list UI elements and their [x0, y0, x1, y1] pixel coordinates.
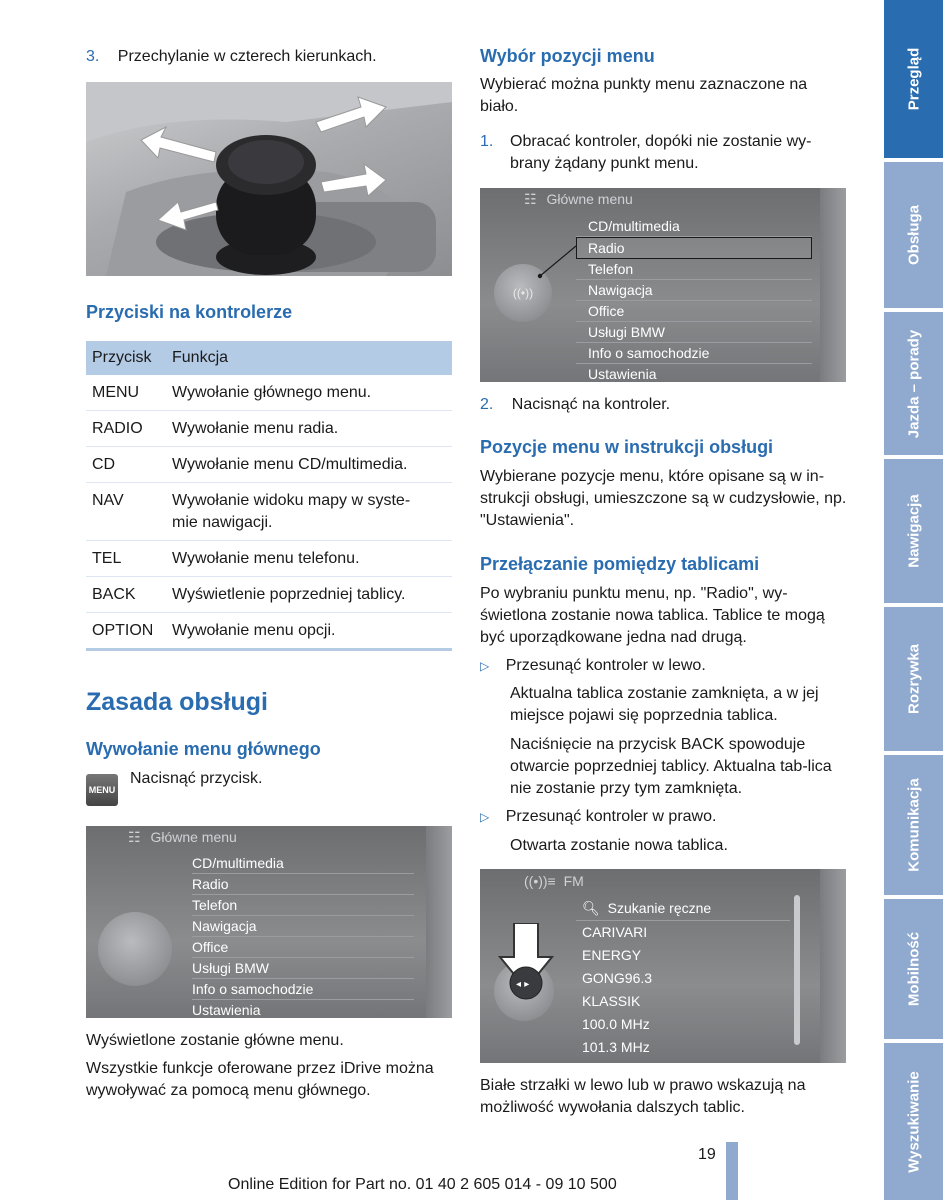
menu-item-selected: Radio [576, 237, 812, 259]
screen-header [128, 829, 237, 846]
menu-key-icon: MENU [86, 774, 118, 806]
search-icon: 🔍︎ [582, 900, 600, 916]
station-item: 100.0 MHz [582, 1016, 650, 1032]
menu-item: Nawigacja [576, 280, 812, 301]
station-item: CARIVARI [582, 924, 648, 940]
switch-text: Po wybraniu punktu menu, np. "Radio", wy-świetlona zostanie nowa tablica. Tablice te mogą być uporządkowane jedna nad drugą. [480, 585, 825, 646]
table-cell-key: CD [86, 447, 166, 483]
table-cell-key: RADIO [86, 411, 166, 447]
menu-item: Telefon [576, 259, 812, 280]
menu-item: CD/multimedia [576, 216, 812, 237]
tab-rozrywka[interactable] [884, 607, 943, 751]
fm-screen [480, 869, 846, 1063]
menu-item: Office [192, 937, 414, 958]
menu-item: Usługi BMW [576, 322, 812, 343]
page-number: 19 [698, 1146, 716, 1163]
controller-illustration [86, 82, 452, 276]
table-row [86, 483, 452, 541]
table-cell-value: Wywołanie widoku mapy w syste- mie nawigacji. [166, 483, 452, 541]
tab-label: Mobilność [905, 931, 922, 1007]
step-number: 1. [480, 133, 494, 150]
station-item: ENERGY [582, 947, 642, 963]
bullet-triangle-icon: ▷ [480, 659, 490, 673]
col-header-button: Przycisk [86, 341, 166, 375]
tab-label: Wyszukiwanie [905, 1070, 922, 1173]
bullet-text: Przesunąć kontroler w lewo. [505, 657, 706, 674]
controller-photo [86, 82, 452, 276]
menu-item: CD/multimedia [192, 853, 414, 874]
menu-item: Ustawienia [588, 366, 657, 382]
menu-item: Office [576, 301, 812, 322]
controller-knob-icon [98, 912, 172, 986]
arrows-text: Białe strzałki w lewo lub w prawo wskazują na możliwość wywołania dalszych tablic. [480, 1077, 806, 1116]
step-number: 3. [86, 48, 100, 65]
menu-call-heading: Wywołanie menu głównego [86, 739, 321, 759]
select-text: Wybierać można punkty menu zaznaczone na biało. [480, 76, 808, 115]
menu-list [192, 853, 414, 1018]
step-2 [480, 394, 670, 416]
tab-obsluga[interactable] [884, 162, 943, 308]
white-arrow-down-icon [498, 923, 554, 1003]
menu-list-icon: ☷ [524, 191, 537, 207]
step-text: Obracać kontroler, dopóki nie zostanie wy-brany żądany punkt menu. [510, 133, 812, 172]
table-row [86, 613, 452, 650]
radio-signal-icon: ((•))≡ [524, 873, 556, 889]
tab-label: Jazda – porady [905, 329, 922, 438]
buttons-table [86, 341, 452, 651]
selection-screen [480, 188, 846, 382]
page-marker [726, 1142, 738, 1200]
table-row [86, 411, 452, 447]
table-cell-key: BACK [86, 577, 166, 613]
menu-item: Radio [192, 874, 414, 895]
screen-header [524, 873, 584, 889]
tab-mobilnosc[interactable] [884, 899, 943, 1039]
table-row [86, 375, 452, 411]
station-list [576, 896, 790, 1059]
bullet-1-paragraph-2: Naciśnięcie na przycisk BACK spowoduje otwarcie poprzedniej tablicy. Aktualna tab-lica nie zostanie przy tym zamknięta. [510, 736, 832, 797]
station-item: 101.3 MHz [582, 1039, 650, 1055]
station-item: GONG96.3 [582, 970, 653, 986]
table-cell-value: Wywołanie menu radia. [166, 411, 452, 447]
tab-nawigacja[interactable] [884, 459, 943, 603]
screen-edge [820, 869, 846, 1063]
select-heading: Wybór pozycji menu [480, 46, 655, 66]
screen-header-label: FM [563, 873, 584, 889]
search-label: Szukanie ręczne [607, 900, 712, 916]
bullet-triangle-icon: ▷ [480, 810, 490, 824]
menu-item: Telefon [192, 895, 414, 916]
search-row [576, 896, 790, 921]
menu-item: Info o samochodzie [192, 979, 414, 1000]
table-cell-value: Wywołanie menu telefonu. [166, 541, 452, 577]
menu-item: Ustawienia [192, 1002, 261, 1018]
bullet-1 [480, 655, 706, 677]
bullet-2-paragraph: Otwarta zostanie nowa tablica. [510, 837, 728, 854]
table-row [86, 447, 452, 483]
table-cell-key: TEL [86, 541, 166, 577]
screen-header-label: Główne menu [150, 829, 237, 845]
station-item: KLASSIK [582, 993, 641, 1009]
step-text: Nacisnąć na kontroler. [511, 396, 671, 413]
buttons-heading: Przyciski na kontrolerze [86, 302, 293, 322]
table-row [86, 577, 452, 613]
menu-item: Nawigacja [192, 916, 414, 937]
positions-heading: Pozycje menu w instrukcji obsługi [480, 437, 774, 457]
tab-komunikacja[interactable] [884, 755, 943, 895]
radio-signal-icon: ((•)) [512, 286, 534, 300]
main-menu-screen [86, 826, 452, 1018]
table-cell-value: Wywołanie menu opcji. [166, 613, 452, 650]
step-3 [86, 46, 377, 68]
col-header-function: Funkcja [166, 341, 452, 375]
bullet-text: Przesunąć kontroler w prawo. [505, 808, 717, 825]
menu-item: Usługi BMW [192, 958, 414, 979]
table-cell-key: MENU [86, 375, 166, 411]
shown-text: Wyświetlone zostanie główne menu. [86, 1032, 344, 1049]
screen-edge [426, 826, 452, 1018]
buttons-table-container [86, 341, 452, 651]
svg-text:◂ ▸: ◂ ▸ [516, 979, 530, 990]
tab-jazda-porady[interactable] [884, 312, 943, 455]
tab-wyszukiwanie[interactable] [884, 1043, 943, 1200]
menu-item: Info o samochodzie [576, 343, 812, 364]
edition-text: Online Edition for Part no. 01 40 2 605 014 - 09 10 500 [228, 1176, 617, 1193]
step-text: Przechylanie w czterech kierunkach. [117, 48, 377, 65]
tab-label: Obsługa [905, 204, 922, 266]
step-1 [480, 131, 850, 172]
scrollbar [794, 895, 800, 1045]
table-row [86, 541, 452, 577]
table-cell-key: NAV [86, 483, 166, 541]
zasada-heading: Zasada obsługi [86, 688, 268, 716]
tab-label: Komunikacja [905, 778, 922, 872]
step-number: 2. [480, 396, 494, 413]
bullet-1-paragraph-1: Aktualna tablica zostanie zamknięta, a w jej miejsce pojawi się poprzednia tablica. [510, 685, 819, 724]
switch-heading: Przełączanie pomiędzy tablicami [480, 554, 760, 574]
all-functions-text: Wszystkie funkcje oferowane przez iDrive można wywoływać za pomocą menu głównego. [86, 1060, 434, 1099]
menu-list-icon: ☷ [128, 829, 141, 845]
screen-edge [820, 188, 846, 382]
tab-przeglad[interactable] [884, 0, 943, 158]
table-cell-value: Wywołanie menu CD/multimedia. [166, 447, 452, 483]
table-cell-key: OPTION [86, 613, 166, 650]
table-cell-value: Wywołanie głównego menu. [166, 375, 452, 411]
menu-list [576, 216, 812, 382]
positions-text: Wybierane pozycje menu, które opisane są w in-strukcji obsługi, umieszczone są w cudzysłowie, np. "Ustawienia". [480, 468, 847, 529]
tab-label: Przegląd [905, 47, 922, 111]
tab-label: Rozrywka [905, 643, 922, 715]
press-button-text: Nacisnąć przycisk. [130, 770, 263, 787]
bullet-2 [480, 806, 716, 828]
tab-label: Nawigacja [905, 494, 922, 568]
screen-header-label: Główne menu [546, 191, 633, 207]
table-cell-value: Wyświetlenie poprzedniej tablicy. [166, 577, 452, 613]
